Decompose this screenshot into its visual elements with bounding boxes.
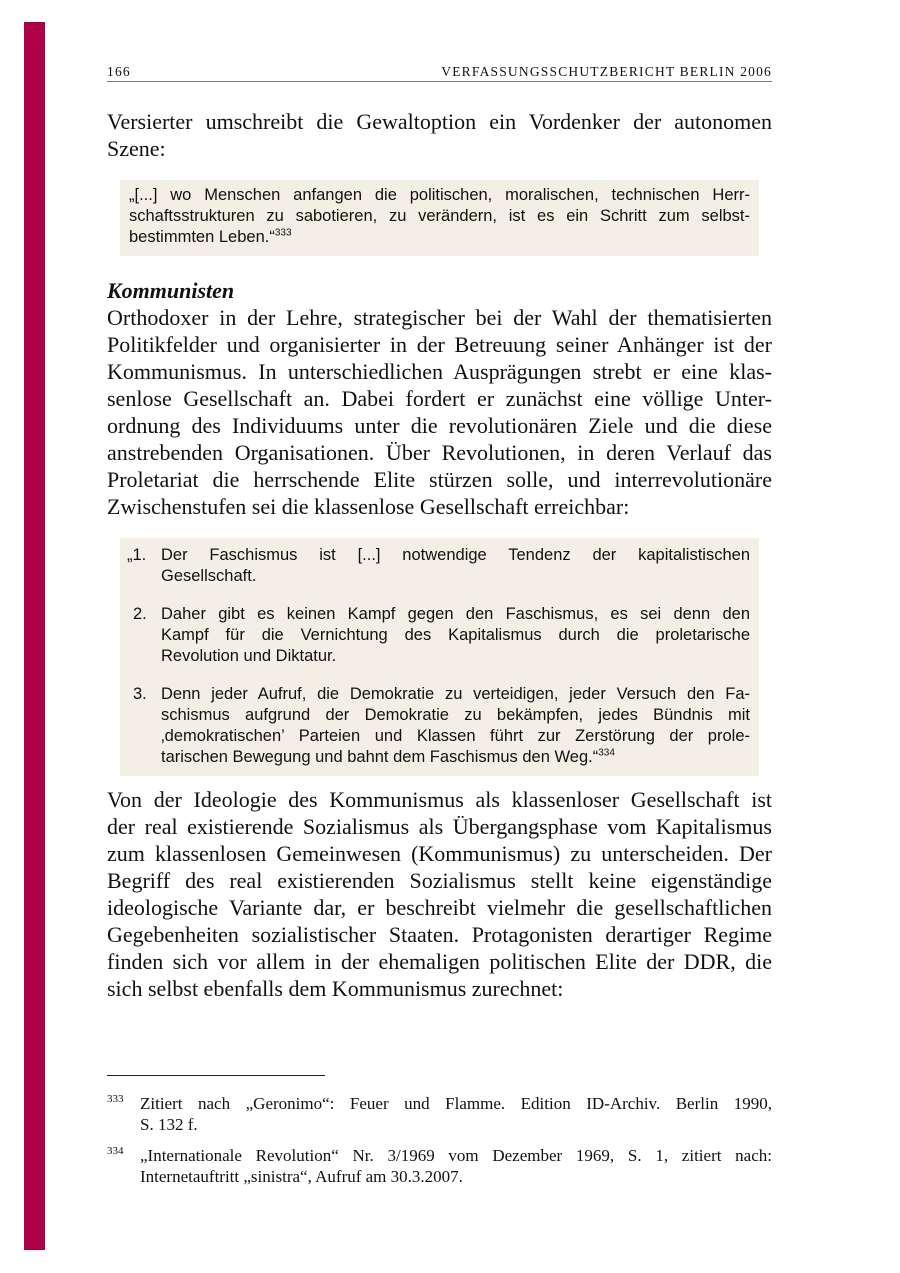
intro-paragraph — [107, 108, 772, 162]
text-line: Orthodoxer in der Lehre, strategischer bei der Wahl der thematisierten — [107, 305, 772, 330]
text-line: sich selbst ebenfalls dem Kommunismus zurechnet: — [107, 976, 564, 1001]
list-number: „1. — [127, 546, 147, 564]
text-line: ‚demokratischen’ Parteien und Klassen führt zur Zerstörung der prole- — [161, 727, 750, 745]
text-line: Zitiert nach „Geronimo“: Feuer und Flamme. Edition ID-Archiv. Berlin 1990, — [140, 1094, 772, 1113]
text-line: „Internationale Revolution“ Nr. 3/1969 vom Dezember 1969, S. 1, zitiert nach: — [140, 1146, 772, 1165]
text-line: Von der Ideologie des Kommunismus als klassenloser Gesellschaft ist — [107, 787, 772, 812]
footnote-reference[interactable]: 333 — [274, 227, 292, 239]
text-line: „[...] wo Menschen anfangen die politischen, moralischen, technischen Herr- — [129, 186, 750, 204]
text-line: Begriff des real existierenden Sozialismus stellt keine eigenständige — [107, 868, 772, 893]
quote-1-text — [129, 185, 750, 248]
quote-list-item — [120, 604, 750, 667]
section-heading: Kommunisten — [107, 278, 235, 303]
text-line: anstrebenden Organisationen. Über Revolutionen, in deren Verlauf das — [107, 440, 772, 465]
quote-list-item — [120, 545, 750, 587]
text-line: ordnung des Individuums unter die revolutionären Ziele und die diese — [107, 413, 772, 438]
quote-list-item — [120, 684, 750, 768]
footnote-marker: 334 — [107, 1145, 124, 1157]
text-line: Internetauftritt „sinistra“, Aufruf am 30.3.2007. — [140, 1167, 463, 1186]
quote-block-2 — [120, 538, 759, 776]
text-line: schaftsstrukturen zu sabotieren, zu verändern, ist es ein Schritt zum selbst- — [129, 207, 750, 225]
text-line: Proletariat die herrschende Elite stürzen solle, und interrevolutionäre — [107, 467, 772, 492]
margin-accent-bar — [24, 22, 45, 1250]
footnote-text — [140, 1093, 772, 1135]
text-line: Zwischenstufen sei die klassenlose Gesellschaft erreichbar: — [107, 494, 630, 519]
footnote — [107, 1093, 772, 1135]
text-line: Gesellschaft. — [161, 567, 257, 585]
text-line: Revolution und Diktatur. — [161, 647, 337, 665]
footnote-marker: 333 — [107, 1093, 124, 1105]
section-paragraph — [107, 304, 772, 520]
footnote — [107, 1145, 772, 1187]
text-line: finden sich vor allem in der ehemaligen politischen Elite der DDR, die — [107, 949, 772, 974]
text-line: ideologische Variante dar, er beschreibt vielmehr die gesellschaftlichen — [107, 895, 772, 920]
text-line: Denn jeder Aufruf, die Demokratie zu verteidigen, jeder Versuch den Fa- — [161, 685, 750, 703]
text-line: Daher gibt es keinen Kampf gegen den Faschismus, es sei denn den — [161, 605, 750, 623]
text-line: schismus aufgrund der Demokratie zu bekämpfen, jedes Bündnis mit — [161, 706, 750, 724]
text-line: S. 132 f. — [140, 1115, 198, 1134]
text-line: bestimmten Leben.“$^{333}$ — [129, 227, 292, 246]
text-line: Politikfelder und organisierter in der Betreuung seiner Anhänger ist der — [107, 332, 772, 357]
footnote-reference[interactable]: 334 — [598, 747, 615, 759]
section-kommunisten — [107, 277, 772, 520]
text-line: Kampf für die Vernichtung des Kapitalismus durch die proletarische — [161, 626, 750, 644]
page-header — [107, 62, 772, 82]
text-line: Versierter umschreibt die Gewaltoption ein Vordenker der autonomen — [107, 109, 772, 134]
text-line: tarischen Bewegung und bahnt dem Faschismus den Weg.“$^{334}$ — [161, 747, 615, 766]
text-line: Kommunismus. In unterschiedlichen Ausprägungen strebt er eine klas- — [107, 359, 772, 384]
quote-block-1 — [120, 180, 759, 256]
text-line: Der Faschismus ist [...] notwendige Tendenz der kapitalistischen — [161, 546, 750, 564]
running-title: VERFASSUNGSSCHUTZBERICHT BERLIN 2006 — [441, 64, 772, 79]
text-line: zum klassenlosen Gemeinwesen (Kommunismus) zu unterscheiden. Der — [107, 841, 772, 866]
text-line: Szene: — [107, 136, 166, 161]
closing-paragraph — [107, 786, 772, 1002]
text-line: Gegebenheiten sozialistischer Staaten. Protagonisten derartiger Regime — [107, 922, 772, 947]
list-number: 2. — [133, 605, 147, 623]
footnote-separator — [107, 1075, 325, 1076]
footnote-text — [140, 1145, 772, 1187]
text-line: senlose Gesellschaft an. Dabei fordert er zunächst eine völlige Unter- — [107, 386, 772, 411]
list-number: 3. — [133, 685, 147, 703]
text-line: der real existierende Sozialismus als Übergangsphase vom Kapitalismus — [107, 814, 772, 839]
page-number: 166 — [107, 64, 131, 79]
